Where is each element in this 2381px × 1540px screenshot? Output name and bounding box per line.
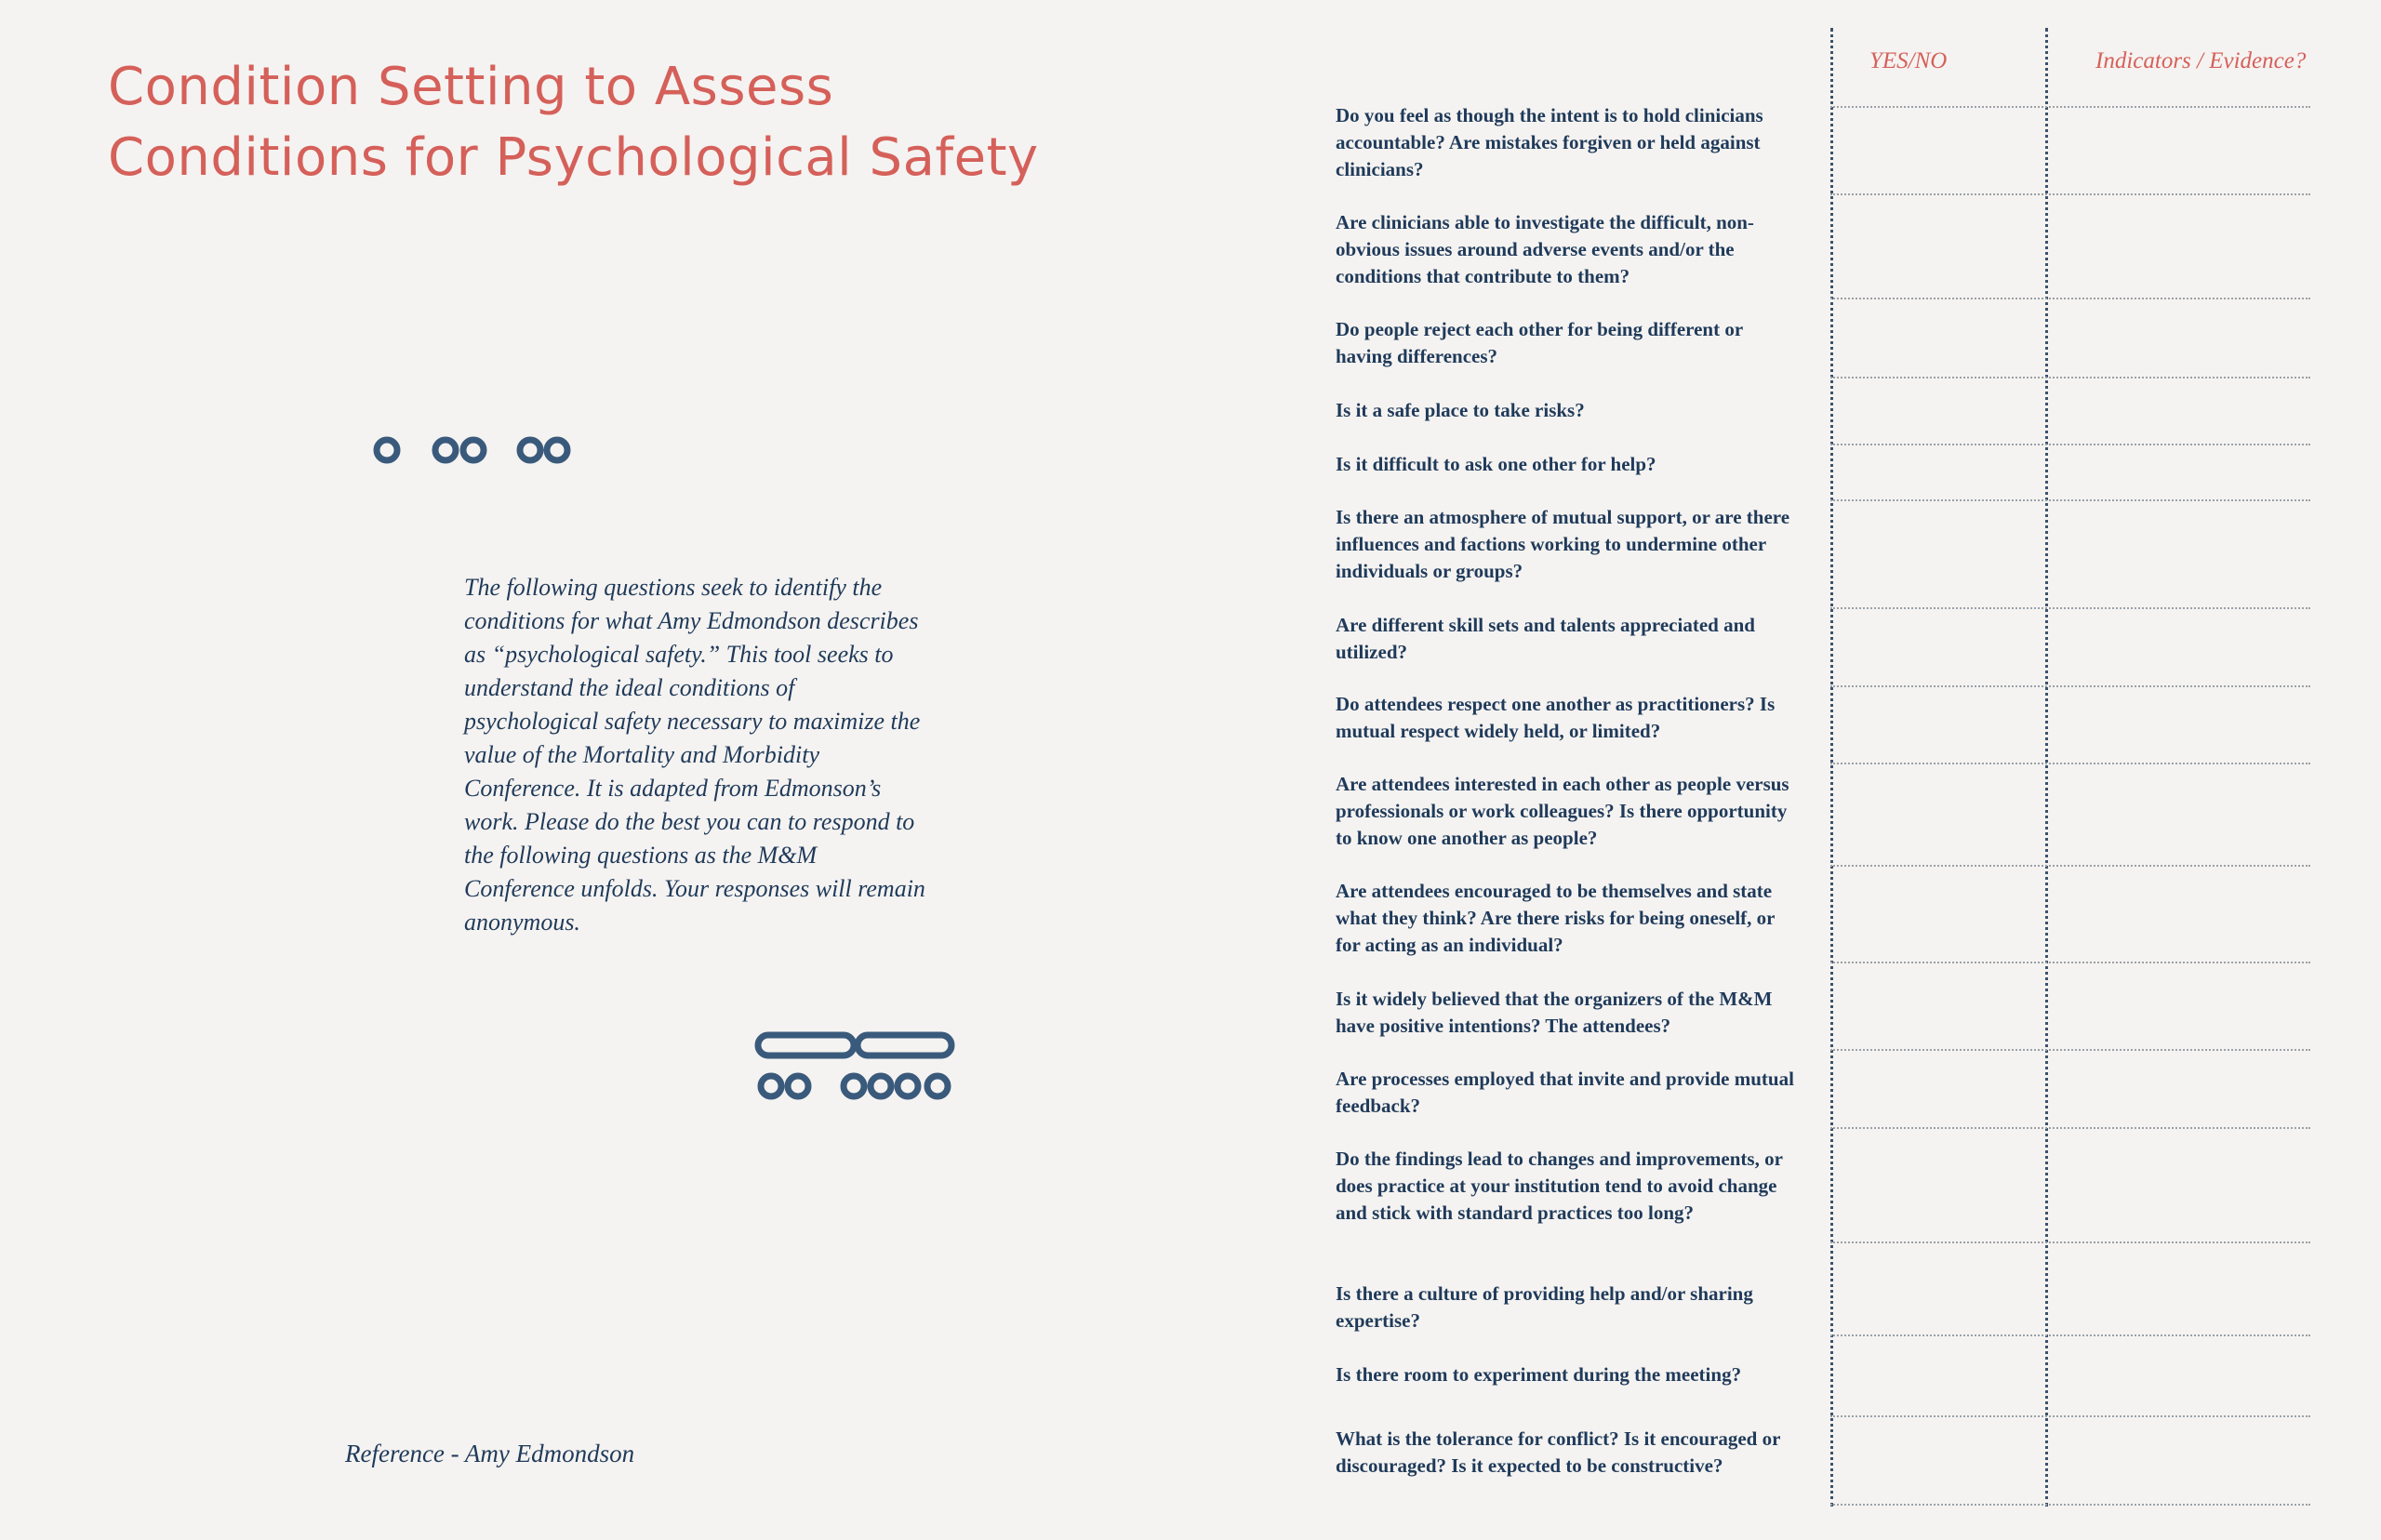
question-13: Do the findings lead to changes and improvements, or does practice at your institution tend to avoid change and stick with standard practices too long? [1336,1148,1783,1224]
question-1: Do you feel as though the intent is to hold clinicians accountable? Are mistakes forgiven or held against clinicians? [1336,104,1763,180]
column-divider [1830,28,1833,1507]
pill-circle-pattern-icon [753,1030,956,1101]
row-divider [1830,444,2310,445]
row-divider [1830,865,2310,867]
reference-note: Reference - Amy Edmondson [345,1440,635,1467]
evidence-column-header: Indicators / Evidence? [2095,48,2307,73]
question-16: What is the tolerance for conflict? Is it encouraged or discouraged? Is it expected to be constructive? [1336,1427,1781,1477]
row-divider [1830,607,2310,609]
row-divider [1830,1127,2310,1129]
row-divider [1830,685,2310,687]
row-divider [1830,1415,2310,1417]
question-15: Is there room to experiment during the meeting? [1336,1363,1742,1386]
question-14: Is there a culture of providing help and/or sharing expertise? [1336,1282,1753,1332]
row-divider [1830,499,2310,501]
row-divider [1830,962,2310,963]
row-divider [1830,298,2310,299]
question-5: Is it difficult to ask one other for help? [1336,453,1656,475]
question-3: Do people reject each other for being different or having differences? [1336,318,1743,367]
intro-paragraph: The following questions seek to identify the conditions for what Amy Edmondson describes as “psychological safety.” This tool seeks to understand the ideal conditions of psychological safety necessary to maximize the value of the Mortality and Morbidity Conference. It is adapted from Edmonson’s work. Please do the best you can to respond to the following questions as the M&M Conference unfolds. Your responses will remain anonymous. [464,574,925,936]
row-divider [1830,1504,2310,1506]
question-6: Is there an atmosphere of mutual support, or are there influences and factions working to undermine other individuals or groups? [1336,506,1790,582]
row-divider [1830,377,2310,378]
page-title [108,52,1039,193]
title-line-1: Condition Setting to Assess [108,57,834,117]
question-11: Is it widely believed that the organizers of the M&M have positive intentions? The attendees? [1336,988,1773,1037]
question-4: Is it a safe place to take risks? [1336,399,1585,421]
question-7: Are different skill sets and talents appreciated and utilized? [1336,614,1755,663]
row-divider [1830,1049,2310,1051]
row-divider [1830,763,2310,764]
row-divider [1830,106,2310,108]
column-divider [2045,28,2048,1507]
row-divider [1830,193,2310,195]
row-divider [1830,1334,2310,1336]
title-line-2: Conditions for Psychological Safety [108,127,1039,188]
circle-pattern-icon [368,431,575,469]
row-divider [1830,1241,2310,1243]
question-2: Are clinicians able to investigate the difficult, non-obvious issues around adverse events and/or the conditions that contribute to them? [1336,211,1754,287]
question-8: Do attendees respect one another as practitioners? Is mutual respect widely held, or limited? [1336,693,1776,742]
question-9: Are attendees interested in each other as people versus professionals or work colleagues? Is there opportunity to know one another as people? [1336,773,1789,849]
yes-no-column-header: YES/NO [1869,48,1948,73]
question-10: Are attendees encouraged to be themselves and state what they think? Are there risks for being oneself, or for acting as an individual? [1336,880,1776,956]
question-12: Are processes employed that invite and provide mutual feedback? [1336,1068,1794,1117]
